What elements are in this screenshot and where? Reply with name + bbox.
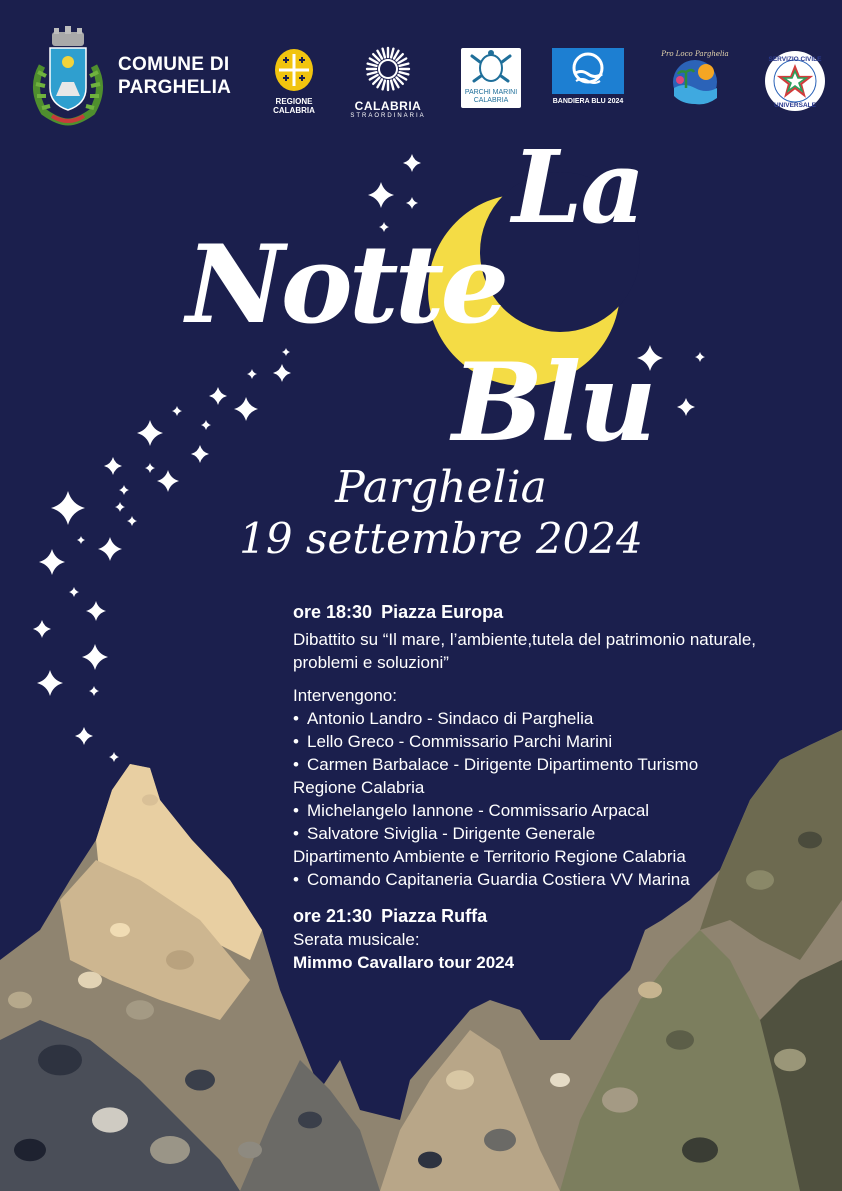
event2-line2: Mimmo Cavallaro tour 2024: [293, 953, 515, 972]
proloco-icon: [662, 58, 728, 106]
speaker-item: [293, 799, 813, 822]
regione-calabria-logo: [268, 48, 320, 115]
comune-label: COMUNE DI: [118, 54, 230, 75]
star-icon: [209, 387, 227, 405]
star-icon: [137, 420, 163, 446]
regione-caption-2: CALABRIA: [273, 106, 315, 115]
calabria-sub: STRAORDINARIA: [350, 113, 426, 119]
speaker-continuation: Dipartimento Ambiente e Territorio Regione Calabria: [293, 847, 686, 866]
speaker-item: [293, 707, 813, 730]
star-icon: [201, 420, 211, 430]
program: [293, 601, 813, 974]
regione-calabria-crest-icon: [273, 48, 315, 92]
speaker-text: Comando Capitaneria Guardia Costiera VV Marina: [307, 870, 690, 889]
event-location: Parghelia: [335, 462, 547, 513]
star-icon: [37, 670, 63, 696]
bandiera-blu-logo: [552, 48, 624, 106]
star-icon: [282, 348, 290, 356]
star-icon: [368, 182, 394, 208]
star-icon: [69, 587, 79, 597]
event1-intro: Intervengono:: [293, 686, 397, 705]
servizio-civile-star-icon: [764, 50, 826, 112]
servizio-caption-1: SERVIZIO CIVILE: [768, 56, 822, 63]
event1-description: Dibattito su “Il mare, l’ambiente,tutela del patrimonio naturale, problemi e soluzioni”: [293, 630, 757, 672]
title-la: La: [512, 128, 644, 246]
star-icon: [191, 445, 209, 463]
star-icon: [75, 727, 93, 745]
speaker-text: Michelangelo Iannone - Commissario Arpacal: [307, 801, 650, 820]
speaker-item: [293, 753, 813, 799]
event2: [293, 905, 813, 974]
star-icon: [89, 686, 99, 696]
star-icon: [33, 620, 51, 638]
speaker-text: Salvatore Siviglia - Dirigente Generale: [307, 824, 596, 843]
comune-crest-icon: [28, 26, 108, 126]
comune-logo: [28, 26, 231, 126]
speaker-item: [293, 730, 813, 753]
pro-loco-logo: [660, 50, 730, 111]
parchi-marini-logo: [461, 48, 521, 108]
star-icon: [403, 154, 421, 172]
event-date: 19 settembre 2024: [239, 514, 643, 563]
star-icon: [86, 601, 106, 621]
star-icon: [234, 397, 258, 421]
star-icon: [247, 369, 257, 379]
pro-loco-caption: Pro Loco Parghelia: [661, 50, 729, 58]
parchi-caption-2: CALABRIA: [473, 97, 509, 104]
title-notte: Notte: [186, 222, 506, 348]
star-icon: [406, 197, 418, 209]
servizio-civile-logo: [764, 50, 826, 112]
calabria-word: CALABRIA: [354, 99, 422, 113]
speaker-text: Antonio Landro - Sindaco di Parghelia: [307, 709, 594, 728]
event1-header: [293, 601, 813, 624]
speaker-text: Lello Greco - Commissario Parchi Marini: [307, 732, 613, 751]
servizio-caption-2: UNIVERSALE: [774, 102, 816, 109]
title-blu: Blu: [452, 340, 654, 466]
star-icon: [82, 644, 108, 670]
star-icon: [109, 752, 119, 762]
speaker-item: [293, 822, 813, 868]
star-icon: [695, 352, 705, 362]
bandiera-caption: BANDIERA BLU 2024: [552, 98, 624, 105]
calabria-sun-icon: [365, 46, 411, 92]
regione-caption-1: REGIONE: [275, 97, 313, 106]
star-icon: [677, 398, 695, 416]
event2-time: ore 21:30: [293, 906, 373, 926]
event1-place: Piazza Europa: [381, 602, 504, 622]
speaker-text: Carmen Barbalace - Dirigente Dipartimento Turismo: [307, 755, 699, 774]
event2-header: [293, 905, 813, 928]
comune-name: PARGHELIA: [118, 77, 232, 98]
parchi-caption-1: PARCHI MARINI: [464, 89, 518, 96]
speaker-continuation: Regione Calabria: [293, 778, 425, 797]
turtle-icon: [461, 48, 521, 88]
star-icon: [273, 364, 291, 382]
speaker-item: [293, 868, 813, 891]
calabria-straordinaria-logo: [340, 46, 436, 119]
event2-line1: Serata musicale:: [293, 930, 420, 949]
blue-flag-icon: [552, 48, 624, 94]
event2-place: Piazza Ruffa: [381, 906, 488, 926]
speakers-list: [293, 707, 813, 891]
star-icon: [172, 406, 182, 416]
event1-time: ore 18:30: [293, 602, 373, 622]
